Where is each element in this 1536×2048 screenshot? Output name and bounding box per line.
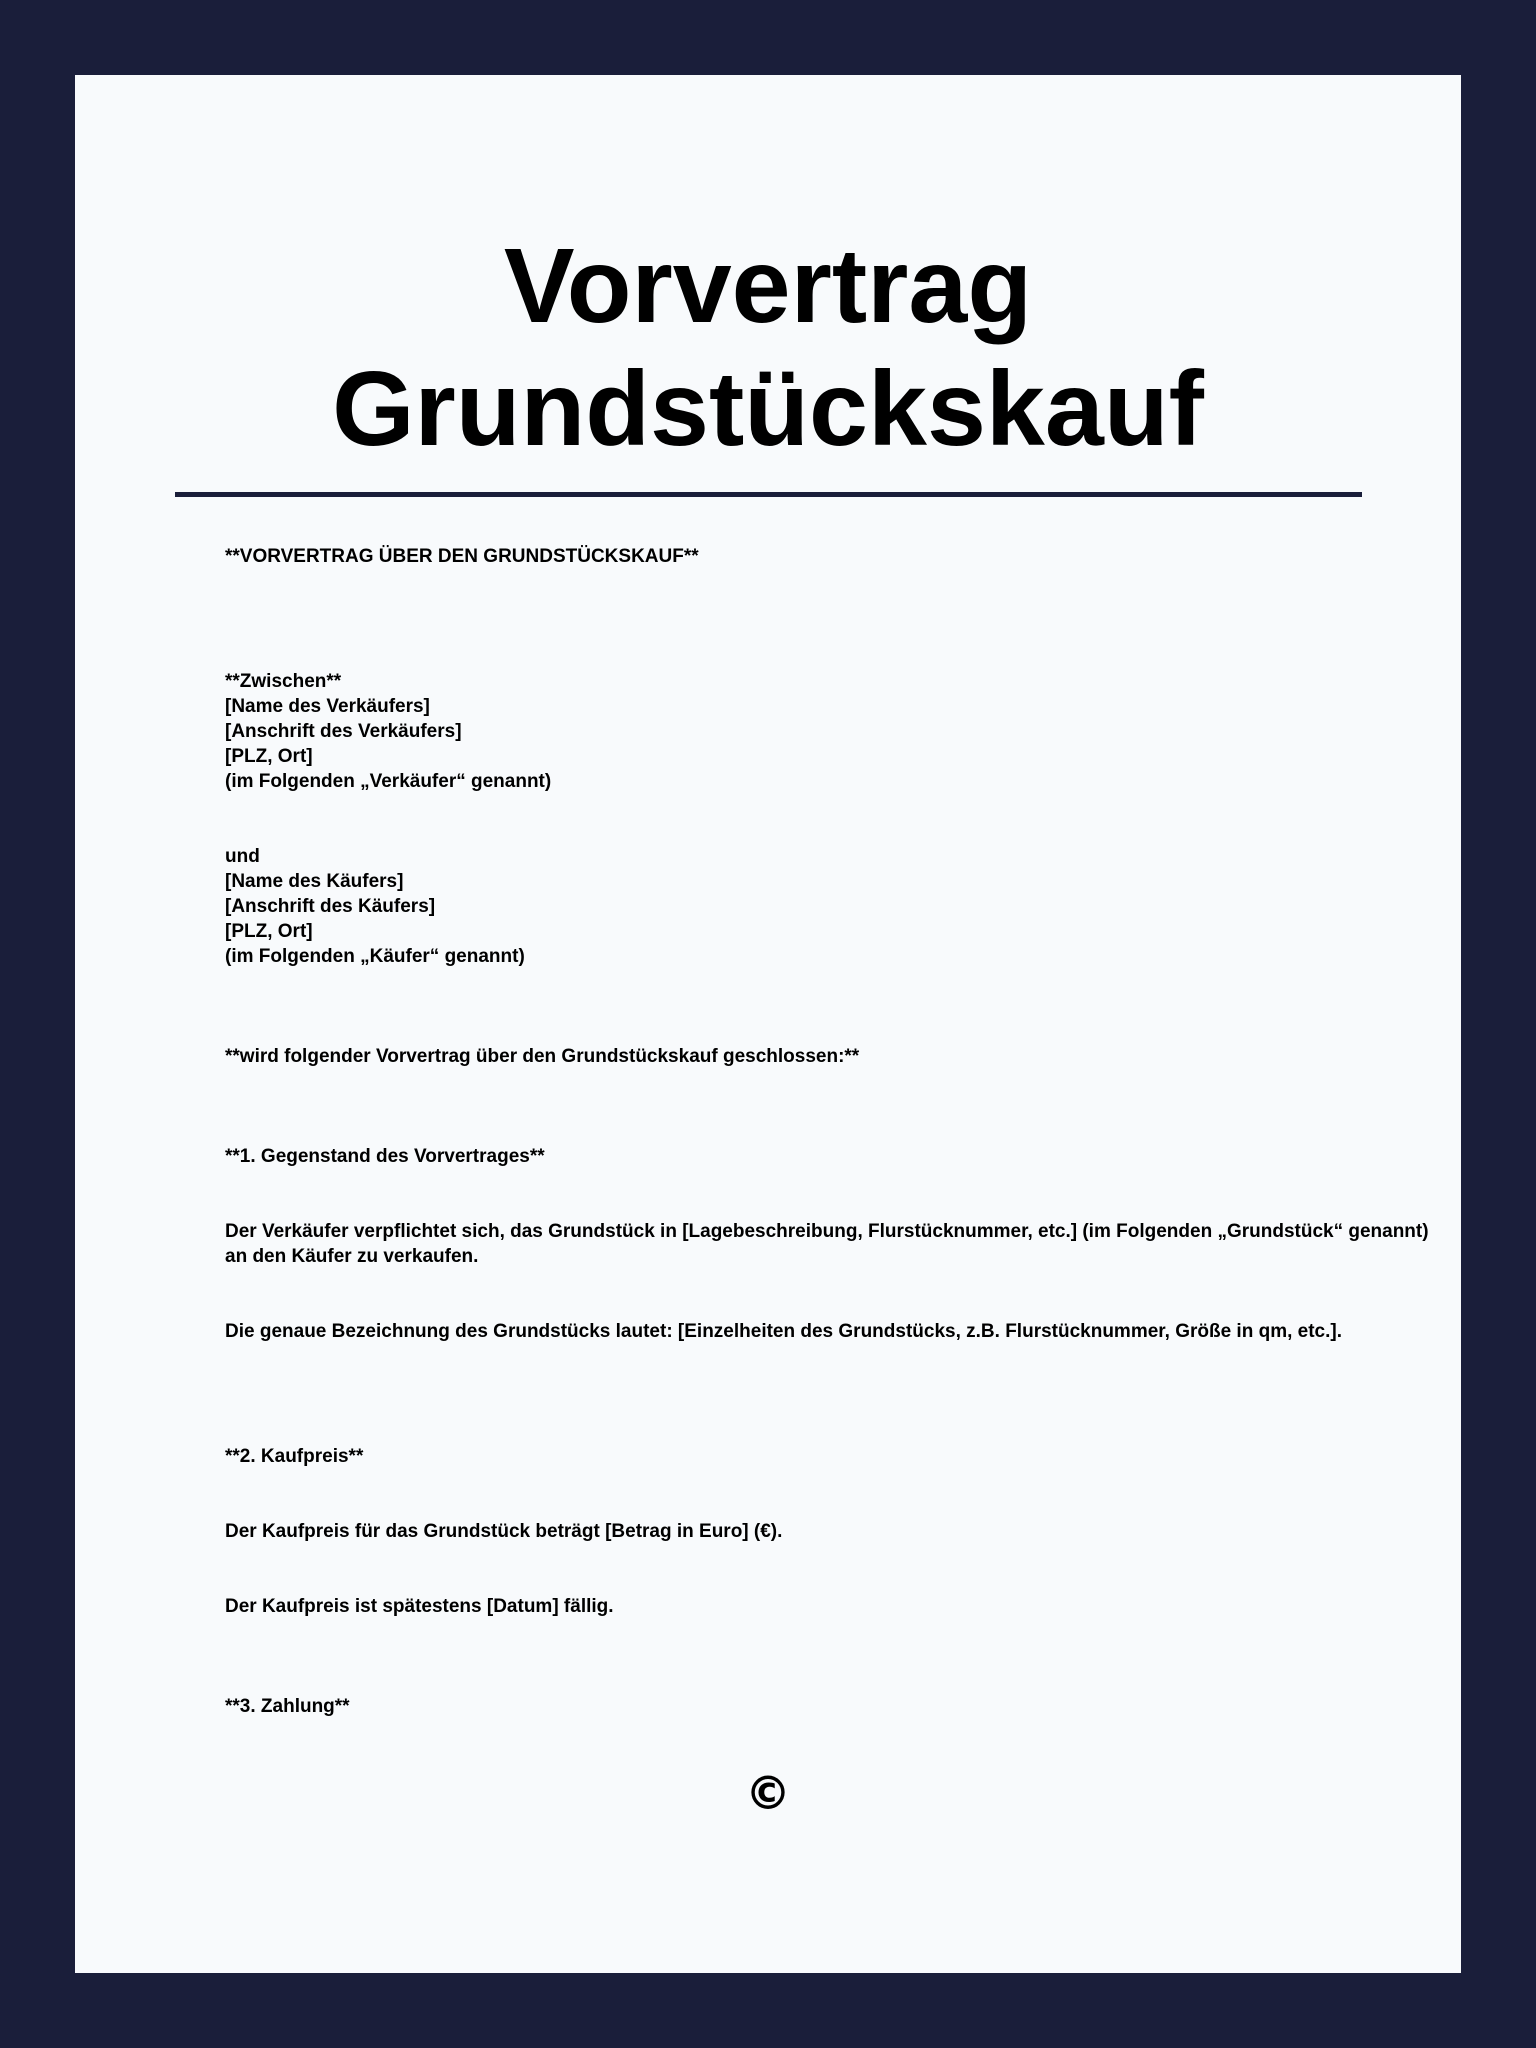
section-1-paragraph-1: Der Verkäufer verpflichtet sich, das Grundstück in [Lagebeschreibung, Flurstücknummer, etc.] (im Folgenden „Grundstück“ genannt) an den Käufer zu verkaufen. (225, 1221, 1429, 1267)
parties-intro: **Zwischen** (225, 671, 342, 692)
copyright-symbol: © (745, 1766, 791, 1820)
buyer-name: [Name des Käufers] (225, 871, 404, 892)
title-divider (175, 492, 1362, 497)
document-title (75, 225, 1461, 471)
buyer-address: [Anschrift des Käufers] (225, 896, 436, 917)
title-line-2: Grundstückskauf (332, 350, 1204, 468)
section-1-heading: **1. Gegenstand des Vorvertrages** (225, 1146, 545, 1167)
section-2-paragraph-2: Der Kaufpreis ist spätestens [Datum] fällig. (225, 1596, 614, 1617)
seller-name: [Name des Verkäufers] (225, 696, 430, 717)
seller-city: [PLZ, Ort] (225, 746, 313, 767)
title-line-1: Vorvertrag (503, 227, 1033, 345)
seller-designation: (im Folgenden „Verkäufer“ genannt) (225, 771, 552, 792)
document-page (75, 75, 1461, 1973)
buyer-block (225, 844, 1435, 969)
and-text: und (225, 846, 260, 867)
seller-address: [Anschrift des Verkäufers] (225, 721, 462, 742)
section-3-heading: **3. Zahlung** (225, 1696, 350, 1717)
section-2-paragraph-1: Der Kaufpreis für das Grundstück beträgt [Betrag in Euro] (€). (225, 1521, 783, 1542)
buyer-designation: (im Folgenden „Käufer“ genannt) (225, 946, 525, 967)
contract-heading: **VORVERTRAG ÜBER DEN GRUNDSTÜCKSKAUF** (225, 546, 699, 567)
conclusion-text: **wird folgender Vorvertrag über den Grundstückskauf geschlossen:** (225, 1046, 860, 1067)
section-2-heading: **2. Kaufpreis** (225, 1446, 364, 1467)
buyer-city: [PLZ, Ort] (225, 921, 313, 942)
section-1-paragraph-2: Die genaue Bezeichnung des Grundstücks lautet: [Einzelheiten des Grundstücks, z.B. Flurstücknummer, Größe in qm, etc.]. (225, 1321, 1342, 1342)
seller-block (225, 669, 1435, 794)
